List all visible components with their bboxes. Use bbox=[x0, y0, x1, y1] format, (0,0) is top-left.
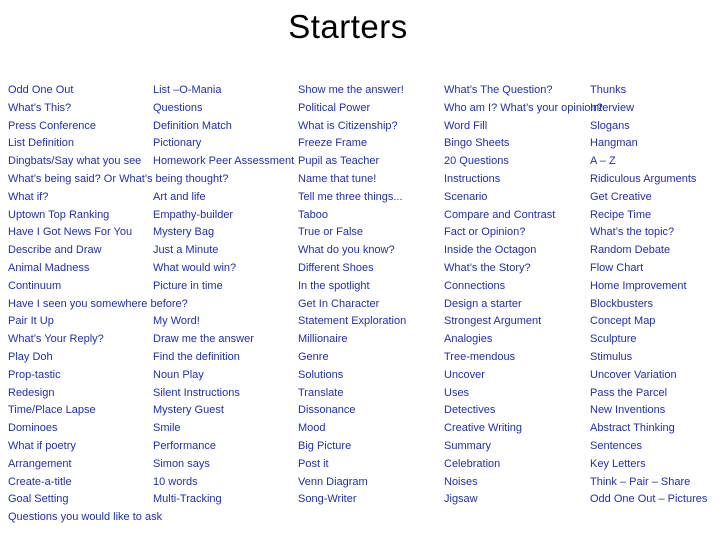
starter-item: Creative Writing bbox=[444, 422, 523, 435]
starter-item: Have I Got News For You bbox=[8, 226, 133, 239]
starter-item: Detectives bbox=[444, 404, 496, 417]
starter-row bbox=[8, 135, 720, 153]
starter-row bbox=[8, 420, 720, 438]
starter-item: What if poetry bbox=[8, 439, 76, 452]
starter-item: Translate bbox=[298, 386, 344, 399]
starter-row bbox=[8, 456, 720, 474]
starter-item: Dingbats/Say what you see bbox=[8, 155, 142, 168]
starter-item: What would win? bbox=[153, 261, 237, 274]
starter-item: What is Citizenship? bbox=[298, 119, 398, 132]
starter-item: Picture in time bbox=[153, 279, 223, 292]
starter-item: New Inventions bbox=[590, 404, 666, 417]
starter-item: Sentences bbox=[590, 439, 642, 452]
starter-item: Questions bbox=[153, 101, 203, 114]
starter-item: Homework Peer Assessment bbox=[153, 155, 295, 168]
starter-item: 20 Questions bbox=[444, 155, 509, 168]
starter-item: Noun Play bbox=[153, 368, 204, 381]
starter-item: Goal Setting bbox=[8, 493, 69, 506]
starter-item: Time/Place Lapse bbox=[8, 404, 96, 417]
starter-item: Pupil as Teacher bbox=[298, 155, 380, 168]
starter-item: Concept Map bbox=[590, 315, 656, 328]
starter-item: Sculpture bbox=[590, 333, 637, 346]
starter-item: Ridiculous Arguments bbox=[590, 172, 697, 185]
starter-item: Have I seen you somewhere before? bbox=[8, 297, 188, 310]
starter-item: Get In Character bbox=[298, 297, 380, 310]
starter-row bbox=[8, 367, 720, 385]
starter-item: Redesign bbox=[8, 386, 55, 399]
starter-item: Name that tune! bbox=[298, 172, 377, 185]
starter-item: Design a starter bbox=[444, 297, 522, 310]
starter-item: Draw me the answer bbox=[153, 333, 254, 346]
starter-item: Silent Instructions bbox=[153, 386, 240, 399]
starter-item: Strongest Argument bbox=[444, 315, 542, 328]
starter-item: Uncover Variation bbox=[590, 368, 677, 381]
starter-item: Song-Writer bbox=[298, 493, 357, 506]
starter-row bbox=[8, 260, 720, 278]
starter-item: Empathy-builder bbox=[153, 208, 234, 221]
starter-item: What’s the Story? bbox=[444, 261, 531, 274]
starter-row bbox=[8, 224, 720, 242]
starter-item: Slogans bbox=[590, 119, 630, 132]
starter-item: Multi-Tracking bbox=[153, 493, 222, 506]
starter-item: Mood bbox=[298, 422, 326, 435]
starter-row bbox=[8, 100, 720, 118]
starter-row bbox=[8, 118, 720, 136]
starter-item: Play Doh bbox=[8, 350, 53, 363]
starter-item: Arrangement bbox=[8, 457, 72, 470]
starter-item: Analogies bbox=[444, 333, 493, 346]
starter-item: Big Picture bbox=[298, 439, 352, 452]
starter-item: Key Letters bbox=[590, 457, 646, 470]
starter-item: Scenario bbox=[444, 190, 488, 203]
starter-item: Celebration bbox=[444, 457, 501, 470]
starter-item: Just a Minute bbox=[153, 244, 219, 257]
starter-item: Freeze Frame bbox=[298, 137, 368, 150]
starter-item: In the spotlight bbox=[298, 279, 370, 292]
starter-item: What’s This? bbox=[8, 101, 72, 114]
starter-item: Instructions bbox=[444, 172, 501, 185]
starter-item: Think – Pair – Share bbox=[590, 475, 691, 488]
starter-item: Mystery Guest bbox=[153, 404, 224, 417]
starter-item: Noises bbox=[444, 475, 478, 488]
starter-item: Recipe Time bbox=[590, 208, 652, 221]
starter-item: Flow Chart bbox=[590, 261, 644, 274]
starter-row bbox=[8, 278, 720, 296]
starter-item: Pictionary bbox=[153, 137, 202, 150]
starter-item: What’s being said? Or What’s being thought? bbox=[8, 172, 229, 185]
starter-item: A – Z bbox=[590, 155, 616, 168]
starter-item: True or False bbox=[298, 226, 364, 239]
starter-item: Fact or Opinion? bbox=[444, 226, 526, 239]
starter-item: Home Improvement bbox=[590, 279, 687, 292]
starter-item: What’s Your Reply? bbox=[8, 333, 104, 346]
starter-item: Millionaire bbox=[298, 333, 348, 346]
starter-item: Definition Match bbox=[153, 119, 232, 132]
starters-list bbox=[8, 82, 720, 527]
starter-item: Performance bbox=[153, 439, 216, 452]
starter-item: Uncover bbox=[444, 368, 485, 381]
starter-item: Abstract Thinking bbox=[590, 422, 675, 435]
starter-row bbox=[8, 189, 720, 207]
starter-item: Jigsaw bbox=[444, 493, 478, 506]
starter-item: Dissonance bbox=[298, 404, 356, 417]
starter-item: Simon says bbox=[153, 457, 210, 470]
starter-item: Interview bbox=[590, 101, 635, 114]
starter-item: Animal Madness bbox=[8, 261, 90, 274]
starter-item: Odd One Out – Pictures bbox=[590, 493, 708, 506]
starter-item: Connections bbox=[444, 279, 506, 292]
starter-row bbox=[8, 402, 720, 420]
starter-item: Word Fill bbox=[444, 119, 488, 132]
starter-item: Pass the Parcel bbox=[590, 386, 668, 399]
starter-item: Taboo bbox=[298, 208, 328, 221]
starter-item: Questions you would like to ask bbox=[8, 511, 163, 524]
starter-item: Political Power bbox=[298, 101, 371, 114]
starter-item: What’s The Question? bbox=[444, 84, 553, 96]
starter-item: List Definition bbox=[8, 137, 75, 150]
starter-item: Venn Diagram bbox=[298, 475, 368, 488]
starter-item: List –O-Mania bbox=[153, 84, 222, 96]
starter-row bbox=[8, 207, 720, 225]
starter-item: Odd One Out bbox=[8, 84, 74, 96]
starter-item: Solutions bbox=[298, 368, 344, 381]
starter-row bbox=[8, 82, 720, 100]
starter-item: Tree-mendous bbox=[444, 350, 516, 363]
starter-row bbox=[8, 385, 720, 403]
starter-row bbox=[8, 509, 720, 527]
starter-item: What’s the topic? bbox=[590, 226, 675, 239]
starter-item: Post it bbox=[298, 457, 329, 470]
starter-item: Find the definition bbox=[153, 350, 240, 363]
starter-item: Get Creative bbox=[590, 190, 652, 203]
starter-item: Summary bbox=[444, 439, 492, 452]
starter-item: Create-a-title bbox=[8, 475, 72, 488]
starter-item: Thunks bbox=[590, 84, 627, 96]
starter-item: Art and life bbox=[153, 190, 206, 203]
starter-item: Stimulus bbox=[590, 350, 633, 363]
starter-item: Who am I? What’s your opinion? bbox=[444, 101, 603, 114]
starter-item: Hangman bbox=[590, 137, 638, 150]
starter-item: Pair It Up bbox=[8, 315, 54, 328]
starter-item: Press Conference bbox=[8, 119, 97, 132]
starter-item: What if? bbox=[8, 190, 49, 203]
starter-row bbox=[8, 171, 720, 189]
starter-item: Uses bbox=[444, 386, 470, 399]
starter-item: Blockbusters bbox=[590, 297, 653, 310]
starter-item: Continuum bbox=[8, 279, 62, 292]
starter-item: Different Shoes bbox=[298, 261, 374, 274]
page-title: Starters bbox=[288, 8, 408, 45]
starter-item: 10 words bbox=[153, 475, 198, 488]
starter-item: What do you know? bbox=[298, 244, 395, 257]
starter-item: Bingo Sheets bbox=[444, 137, 510, 150]
starter-item: Tell me three things... bbox=[298, 190, 403, 203]
starter-item: Dominoes bbox=[8, 422, 58, 435]
starter-item: My Word! bbox=[153, 315, 200, 328]
starter-row bbox=[8, 296, 720, 314]
starter-row bbox=[8, 438, 720, 456]
starter-item: Describe and Draw bbox=[8, 244, 102, 257]
starter-item: Compare and Contrast bbox=[444, 208, 556, 221]
starter-item: Uptown Top Ranking bbox=[8, 208, 110, 221]
starter-row bbox=[8, 313, 720, 331]
starter-item: Prop-tastic bbox=[8, 368, 61, 381]
starter-item: Smile bbox=[153, 422, 181, 435]
starter-item: Statement Exploration bbox=[298, 315, 407, 328]
starter-row bbox=[8, 491, 720, 509]
starter-row bbox=[8, 153, 720, 171]
starter-item: Random Debate bbox=[590, 244, 671, 257]
starter-row bbox=[8, 349, 720, 367]
starter-item: Inside the Octagon bbox=[444, 244, 537, 257]
starter-row bbox=[8, 331, 720, 349]
starter-item: Mystery Bag bbox=[153, 226, 215, 239]
starter-item: Show me the answer! bbox=[298, 84, 404, 96]
starter-row bbox=[8, 474, 720, 492]
starter-item: Genre bbox=[298, 350, 329, 363]
starter-row bbox=[8, 242, 720, 260]
